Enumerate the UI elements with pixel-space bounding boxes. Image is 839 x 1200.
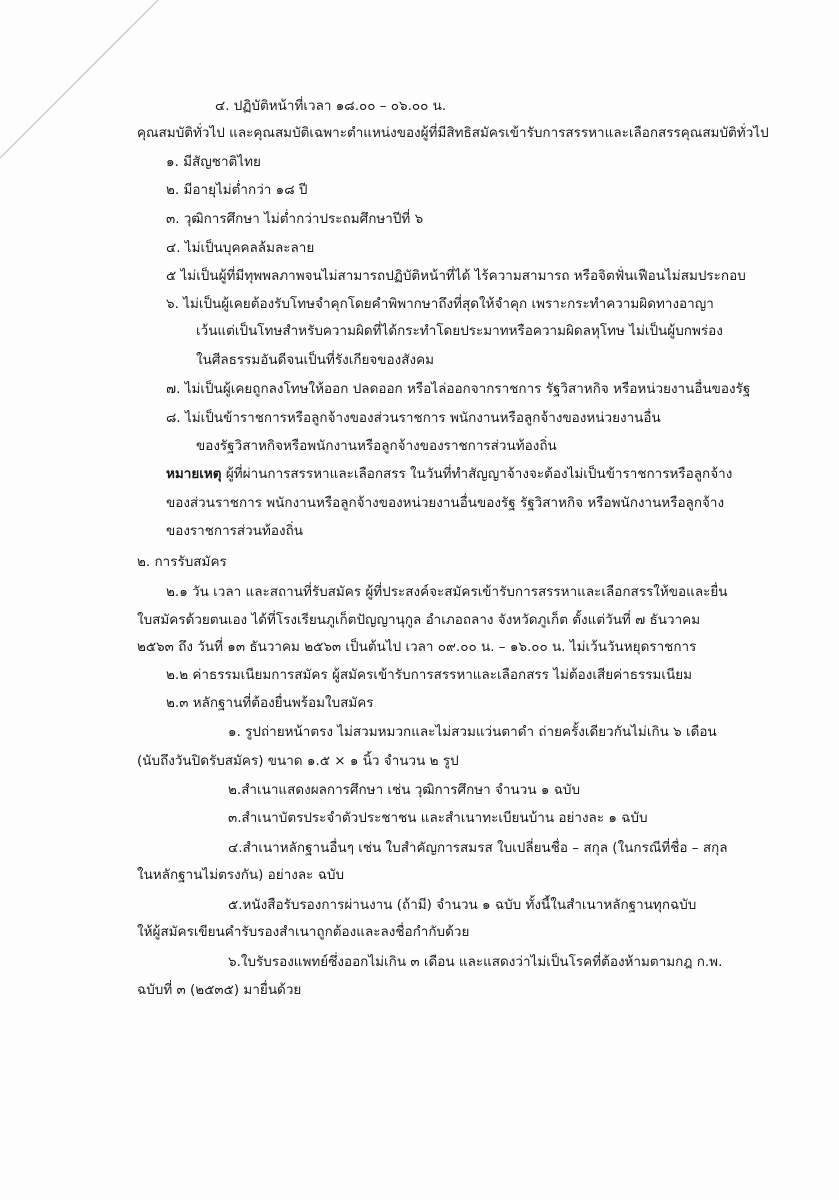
qual-item-6-cont-2: ในศีลธรรมอันดีจนเป็นที่รังเกียจของสังคม <box>196 352 434 368</box>
note-line-1 <box>166 464 732 484</box>
section-2-heading: ๒. การรับสมัคร <box>137 554 227 570</box>
doc-item-3: ๓.สำเนาบัตรประจำตัวประชาชน และสำเนาทะเบียนบ้าน อย่างละ ๑ ฉบับ <box>228 810 648 826</box>
section-2-3: ๒.๓ หลักฐานที่ต้องยื่นพร้อมใบสมัคร <box>166 695 374 711</box>
doc-item-6-cont: ฉบับที่ ๓ (๒๕๓๕) มายื่นด้วย <box>137 982 302 998</box>
doc-item-1: ๑. รูปถ่ายหน้าตรง ไม่สวมหมวกและไม่สวมแว่นตาดำ ถ่ายครั้งเดียวกันไม่เกิน ๖ เดือน <box>228 724 717 740</box>
qual-item-7: ๗. ไม่เป็นผู้เคยถูกลงโทษให้ออก ปลดออก หรือไล่ออกจากราชการ รัฐวิสาหกิจ หรือหน่วยงานอื่นของรัฐ <box>166 381 751 397</box>
doc-item-4-cont: ในหลักฐานไม่ตรงกัน) อย่างละ ฉบับ <box>137 867 345 883</box>
section-2-2: ๒.๒ ค่าธรรมเนียมการสมัคร ผู้สมัครเข้ารับการสรรหาและเลือกสรร ไม่ต้องเสียค่าธรรมเนียม <box>166 667 693 683</box>
qual-item-5: ๕ ไม่เป็นผู้ที่มีทุพพลภาพจนไม่สามารถปฏิบัติหน้าที่ได้ ไร้ความสามารถ หรือจิตฟั่นเฟือนไม่สมประกอบ <box>166 268 746 284</box>
qualification-heading: คุณสมบัติทั่วไป และคุณสมบัติเฉพาะตำแหน่งของผู้ที่มีสิทธิสมัครเข้ารับการสรรหาและเลือกสรรคุณสมบัติทั่วไป <box>137 125 769 141</box>
doc-item-6: ๖.ใบรับรองแพทย์ซึ่งออกไม่เกิน ๓ เดือน และแสดงว่าไม่เป็นโรคที่ต้องห้ามตามกฎ ก.พ. <box>228 954 723 970</box>
doc-item-5: ๕.หนังสือรับรองการผ่านงาน (ถ้ามี) จำนวน ๑ ฉบับ ทั้งนี้ในสำเนาหลักฐานทุกฉบับ <box>228 897 697 913</box>
note-text: ผู้ที่ผ่านการสรรหาและเลือกสรร ในวันที่ทำสัญญาจ้างจะต้องไม่เป็นข้าราชการหรือลูกจ้าง <box>225 466 733 482</box>
qual-item-8-cont: ของรัฐวิสาหกิจหรือพนักงานหรือลูกจ้างของราชการส่วนท้องถิ่น <box>196 438 557 454</box>
note-line-2: ของส่วนราชการ พนักงานหรือลูกจ้างของหน่วยงานอื่นของรัฐ รัฐวิสาหกิจ หรือพนักงานหรือลูกจ้าง <box>166 495 725 511</box>
item-duty-hours: ๔. ปฏิบัติหน้าที่เวลา ๑๘.๐๐ – ๐๖.๐๐ น. <box>215 98 447 114</box>
section-2-1-cont-2: ๒๕๖๓ ถึง วันที่ ๑๓ ธันวาคม ๒๕๖๓ เป็นต้นไป เวลา ๐๙.๐๐ น. – ๑๖.๐๐ น. ไม่เว้นวันหยุดราชการ <box>137 639 697 655</box>
note-line-3: ของราชการส่วนท้องถิ่น <box>166 523 303 539</box>
doc-item-4: ๔.สำเนาหลักฐานอื่นๆ เช่น ใบสำคัญการสมรส ใบเปลี่ยนชื่อ – สกุล (ในกรณีที่ชื่อ – สกุล <box>228 840 728 856</box>
section-2-1-cont-1: ใบสมัครด้วยตนเอง ได้ที่โรงเรียนภูเก็ตปัญญานุกูล อำเภอถลาง จังหวัดภูเก็ต ตั้งแต่วันที่ ๗ ธันวาคม <box>137 612 701 628</box>
qual-item-6-cont-1: เว้นแต่เป็นโทษสำหรับความผิดที่ได้กระทำโดยประมาทหรือความผิดลหุโทษ ไม่เป็นผู้บกพร่อง <box>196 323 723 339</box>
doc-item-2: ๒.สำเนาแสดงผลการศึกษา เช่น วุฒิการศึกษา จำนวน ๑ ฉบับ <box>228 782 581 798</box>
qual-item-6: ๖. ไม่เป็นผู้เคยต้องรับโทษจำคุกโดยคำพิพากษาถึงที่สุดให้จำคุก เพราะกระทำความผิดทางอาญา <box>166 296 714 312</box>
qual-item-3: ๓. วุฒิการศึกษา ไม่ต่ำกว่าประถมศึกษาปีที่ ๖ <box>166 211 424 227</box>
doc-item-1-cont: (นับถึงวันปิดรับสมัคร) ขนาด ๑.๕ × ๑ นิ้ว จำนวน ๒ รูป <box>137 753 459 769</box>
doc-item-5-cont: ให้ผู้สมัครเขียนคำรับรองสำเนาถูกต้องและลงชื่อกำกับด้วย <box>137 924 470 940</box>
section-2-1: ๒.๑ วัน เวลา และสถานที่รับสมัคร ผู้ที่ประสงค์จะสมัครเข้ารับการสรรหาและเลือกสรรให้ขอและยื่น <box>166 584 728 600</box>
qual-item-2: ๒. มีอายุไม่ต่ำกว่า ๑๘ ปี <box>166 182 308 198</box>
qual-item-8: ๘. ไม่เป็นข้าราชการหรือลูกจ้างของส่วนราชการ พนักงานหรือลูกจ้างของหน่วยงานอื่น <box>166 410 661 426</box>
qual-item-1: ๑. มีสัญชาติไทย <box>166 154 261 170</box>
note-label: หมายเหตุ <box>166 466 222 482</box>
qual-item-4: ๔. ไม่เป็นบุคคลล้มละลาย <box>166 240 315 256</box>
